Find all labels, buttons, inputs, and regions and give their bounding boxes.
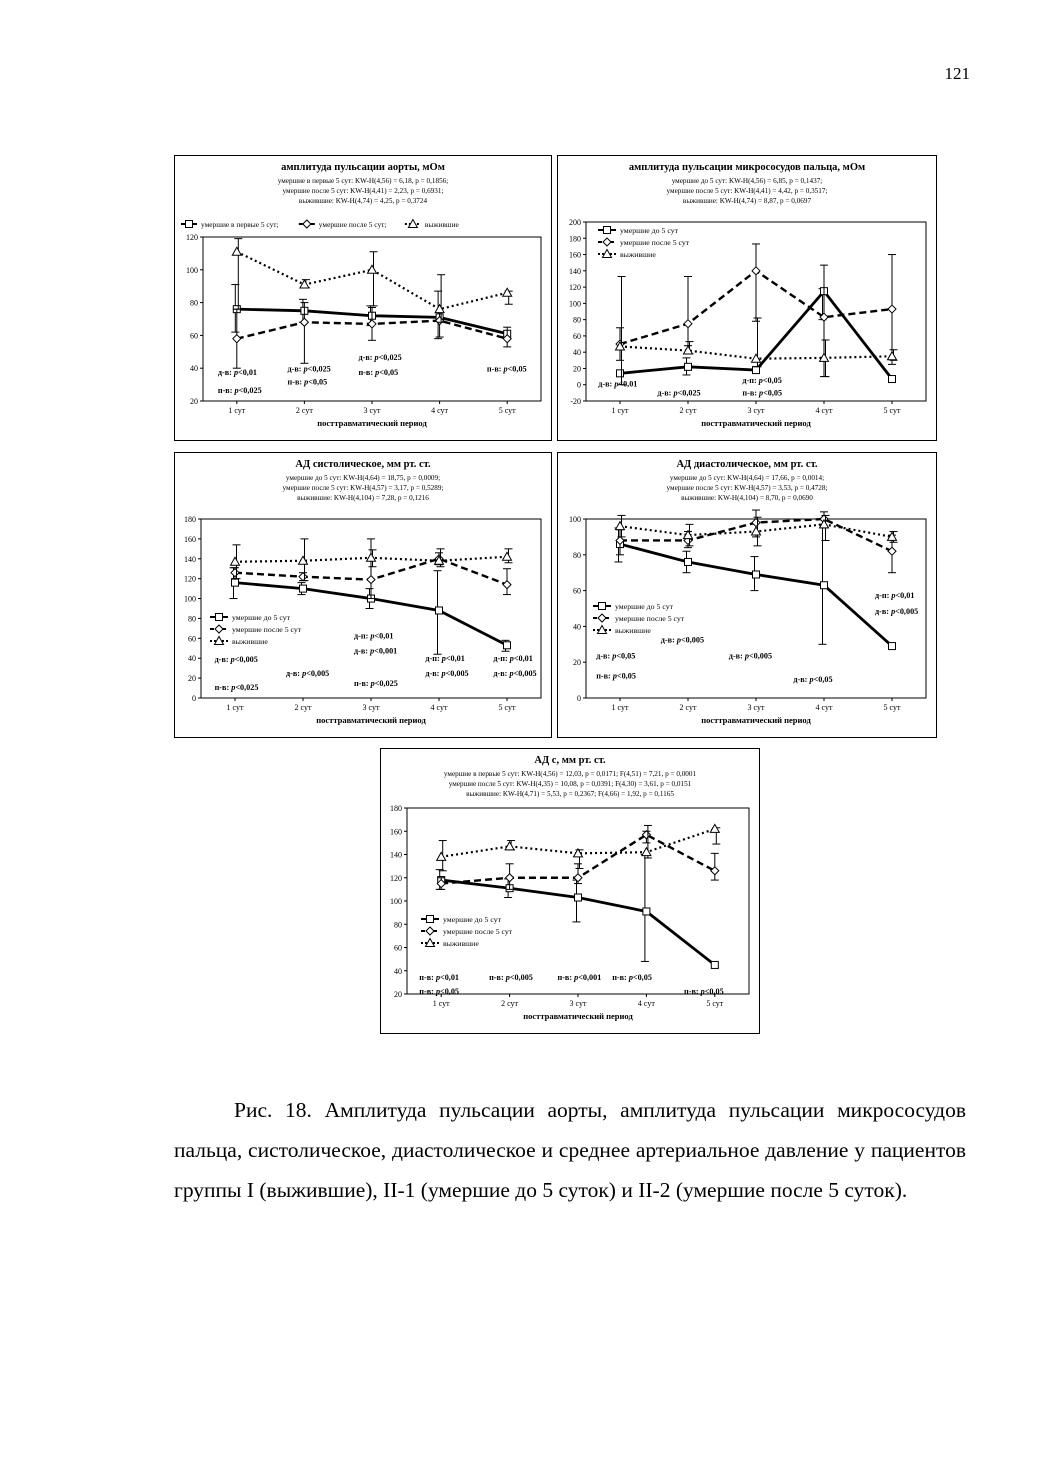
x-axis-label: посттравматический период: [701, 715, 811, 725]
legend-label: умершие до 5 сут: [443, 915, 502, 924]
significance-annotation: п-в: p<0,001: [557, 973, 602, 983]
y-tick-label: 40: [190, 364, 198, 374]
chart-diastolic-pressure: [557, 452, 937, 738]
significance-annotation: п-в: p<0,05: [287, 377, 328, 387]
significance-annotation: п-в: p<0,05: [596, 671, 636, 681]
significance-annotation: д-в: p<0,005: [660, 635, 705, 645]
data-point: [711, 961, 718, 968]
significance-annotation: д-п: p<0,05: [742, 376, 782, 386]
legend-label: выжившие: [232, 637, 268, 646]
series-line: [237, 252, 507, 309]
significance-annotation: д-в: p<0,001: [354, 646, 398, 656]
y-tick-label: 80: [188, 614, 196, 624]
y-tick-label: -20: [570, 397, 581, 406]
data-point: [752, 354, 761, 362]
y-tick-label: 180: [569, 234, 581, 244]
data-point: [889, 376, 896, 383]
legend-marker: [603, 238, 611, 246]
y-tick-label: 160: [184, 534, 196, 544]
data-point: [231, 569, 239, 577]
y-tick-label: 0: [577, 694, 581, 703]
x-tick-label: 2 сут: [679, 703, 697, 712]
significance-annotation: п-в: p<0,025: [217, 385, 262, 395]
y-tick-label: 0: [192, 694, 196, 703]
legend-label: умершие после 5 сут: [443, 927, 513, 936]
x-tick-label: 5 сут: [498, 406, 516, 415]
data-point: [232, 579, 239, 586]
significance-annotation: д-п: p<0,01: [875, 590, 915, 600]
chart-stat-line: умершие до 5 сут: KW-H(4,64) = 17,66, p = 0,0014;: [669, 474, 825, 482]
x-tick-label: 3 сут: [747, 703, 765, 712]
y-tick-label: 180: [390, 804, 402, 813]
y-tick-label: 20: [394, 990, 402, 999]
data-point: [367, 576, 375, 584]
series-diamond: [231, 539, 511, 599]
significance-annotation: д-в: p<0,025: [358, 353, 402, 362]
significance-annotation: п-в: p<0,025: [354, 679, 398, 689]
chart-finger-microvessel-pulse-amplitude: [557, 155, 937, 441]
y-tick-label: 60: [394, 943, 402, 953]
legend-label: умершие после 5 сут: [232, 625, 302, 634]
x-tick-label: 3 сут: [747, 406, 765, 415]
y-tick-label: 100: [184, 594, 196, 604]
chart-stat-line: умершие после 5 сут: KW-H(4,57) = 3,17, p = 0,5289;: [282, 484, 444, 492]
chart-title: амплитуда пульсации аорты, мОм: [281, 162, 445, 173]
y-tick-label: 20: [190, 397, 198, 406]
series-line: [620, 544, 892, 646]
data-point: [300, 318, 308, 326]
chart-stat-line: умершие после 5 сут: KW-H(4,57) = 3,53, p = 0,4728;: [666, 484, 828, 492]
data-point: [821, 582, 828, 589]
data-point: [753, 367, 760, 374]
legend-marker: [215, 625, 223, 633]
y-tick-label: 80: [573, 315, 581, 325]
data-point: [231, 557, 240, 565]
x-tick-label: 4 сут: [815, 406, 833, 415]
data-point: [643, 908, 650, 915]
chart-legend: [593, 602, 685, 635]
significance-annotation: д-в: p<0,025: [657, 388, 701, 398]
legend-label: умершие в первые 5 сут;: [201, 220, 279, 229]
data-point: [752, 527, 761, 535]
significance-annotation: п-в: p<0,05: [684, 987, 724, 996]
legend-label: выжившие: [424, 220, 459, 229]
data-point: [684, 320, 692, 328]
y-tick-label: 20: [188, 674, 196, 684]
chart-stat-line: умершие после 5 сут: KW-H(4,41) = 2,23, p = 0,6931;: [282, 187, 444, 195]
data-point: [710, 824, 719, 832]
y-tick-label: 40: [188, 654, 196, 664]
significance-annotation: п-в: p<0,005: [489, 973, 533, 983]
significance-annotation: д-п: p<0,01: [425, 654, 465, 664]
data-point: [367, 553, 376, 561]
data-point: [888, 547, 896, 555]
significance-annotation: д-в: p<0,005: [493, 669, 537, 679]
legend-label: выжившие: [615, 626, 651, 635]
y-tick-label: 120: [186, 233, 198, 242]
legend-marker: [427, 916, 434, 923]
chart-stat-line: выжившие: KW-H(4,104) = 8,70, p = 0,0690: [681, 494, 813, 502]
data-point: [888, 305, 896, 313]
x-tick-label: 5 сут: [498, 703, 516, 712]
data-point: [504, 642, 511, 649]
data-point: [888, 352, 897, 360]
y-tick-label: 180: [184, 515, 196, 524]
chart-stat-line: умершие в первые 5 сут: KW-H(4,56) = 12,03, p = 0,0171; F(4,51) = 7,21, p = 0,0001: [443, 770, 697, 778]
legend-marker: [426, 927, 434, 935]
chart-stat-line: выжившие: KW-H(4,74) = 4,25, p = 0,3724: [298, 197, 428, 205]
data-point: [368, 320, 376, 328]
significance-annotation: д-п: p<0,01: [493, 654, 533, 664]
chart-stat-line: умершие до 5 сут: KW-H(4,56) = 6,85, p = 0,1437;: [671, 177, 823, 185]
legend-marker: [599, 603, 606, 610]
y-tick-label: 40: [573, 348, 581, 358]
y-tick-label: 40: [573, 622, 581, 632]
significance-annotation: п-в: p<0,01: [419, 973, 460, 983]
y-tick-label: 0: [577, 380, 581, 390]
legend-marker: [303, 220, 311, 228]
x-tick-label: 4 сут: [815, 703, 833, 712]
series-square: [436, 855, 719, 969]
legend-marker: [216, 614, 223, 621]
data-point: [503, 581, 511, 589]
data-point: [503, 288, 512, 296]
y-tick-label: 120: [184, 574, 196, 584]
series-square: [615, 524, 896, 649]
figure-caption: [174, 1090, 966, 1210]
significance-annotation: д-в: p<0,005: [875, 606, 919, 616]
data-point: [300, 585, 307, 592]
legend-marker: [604, 227, 611, 234]
x-tick-label: 2 сут: [501, 999, 519, 1008]
chart-aorta-pulse-amplitude: [174, 155, 552, 441]
significance-annotation: д-п: p<0,01: [354, 631, 394, 641]
data-point: [685, 558, 692, 565]
chart-stat-line: выжившие: KW-H(4,104) = 7,28, p = 0,1216: [297, 494, 429, 502]
y-tick-label: 80: [190, 298, 198, 308]
significance-annotation: п-в: p<0,05: [742, 388, 783, 398]
legend-marker: [598, 614, 606, 622]
chart-legend: [598, 226, 690, 259]
x-tick-label: 4 сут: [637, 999, 655, 1008]
significance-annotation: п-в: p<0,05: [419, 987, 460, 996]
figure-caption-text: Рис. 18. Амплитуда пульсации аорты, амплитуда пульсации микрососудов пальца, систолическое, диастолическое и среднее артериальное давление у пациентов группы I (выжившие), II-1 (умершие до 5 суток) и II-2 (умершие после 5 суток).: [174, 1098, 966, 1202]
significance-annotation: д-в: p<0,025: [287, 364, 331, 374]
data-point: [616, 522, 625, 530]
y-tick-label: 100: [569, 515, 581, 524]
chart-title: АД диастолическое, мм рт. ст.: [676, 459, 818, 470]
data-point: [300, 280, 309, 288]
chart-systolic-pressure: [174, 452, 552, 738]
data-point: [575, 894, 582, 901]
y-tick-label: 80: [573, 550, 581, 560]
legend-label: умершие после 5 сут: [615, 614, 685, 623]
chart-legend: [181, 220, 460, 230]
chart-svg: [558, 156, 936, 440]
data-point: [503, 552, 512, 560]
significance-annotation: д-в: p<0,005: [286, 669, 330, 679]
significance-annotation: п-в: p<0,025: [214, 683, 259, 693]
x-tick-label: 2 сут: [294, 703, 312, 712]
chart-svg: [381, 749, 759, 1033]
x-tick-label: 3 сут: [569, 999, 587, 1008]
x-tick-label: 3 сут: [363, 406, 381, 415]
significance-annotation: д-в: p<0,005: [425, 669, 469, 679]
legend-marker: [186, 221, 193, 228]
y-tick-label: 140: [184, 554, 196, 564]
chart-legend: [421, 915, 513, 948]
data-point: [299, 573, 307, 581]
significance-annotation: д-в: p<0,05: [596, 651, 636, 661]
legend-label: умершие после 5 сут: [620, 238, 690, 247]
chart-svg: [175, 453, 551, 737]
data-point: [232, 247, 241, 255]
x-tick-label: 4 сут: [430, 703, 448, 712]
legend-label: выжившие: [620, 250, 656, 259]
significance-annotation: д-в: p<0,01: [598, 379, 638, 389]
y-tick-label: 80: [394, 920, 402, 930]
series-diamond: [437, 831, 719, 890]
y-tick-label: 100: [569, 299, 581, 309]
y-tick-label: 60: [573, 586, 581, 596]
chart-svg: [175, 156, 551, 440]
y-tick-label: 60: [573, 331, 581, 341]
data-point: [437, 852, 446, 860]
chart-svg: [558, 453, 936, 737]
chart-legend: [210, 613, 302, 646]
chart-stat-line: выжившие: KW-H(4,74) = 8,87, p = 0,0697: [682, 197, 812, 205]
y-tick-label: 160: [390, 827, 402, 837]
significance-annotation: п-в: p<0,05: [358, 367, 399, 377]
y-tick-label: 140: [569, 266, 581, 276]
x-tick-label: 1 сут: [611, 406, 629, 415]
chart-title: АД систолическое, мм рт. ст.: [295, 459, 431, 470]
x-axis-label: посттравматический период: [317, 418, 427, 428]
data-point: [889, 643, 896, 650]
significance-annotation: д-в: p<0,005: [728, 651, 773, 661]
y-tick-label: 40: [394, 966, 402, 976]
data-point: [506, 874, 514, 882]
x-tick-label: 1 сут: [228, 406, 246, 415]
x-tick-label: 1 сут: [432, 999, 450, 1008]
data-point: [752, 519, 760, 527]
x-axis-label: посттравматический период: [523, 1011, 633, 1021]
chart-stat-line: умершие в первые 5 сут: KW-H(4,56) = 6,18, p = 0,1856;: [277, 177, 449, 185]
x-tick-label: 5 сут: [883, 406, 901, 415]
data-point: [436, 607, 443, 614]
chart-stat-line: умершие до 5 сут: KW-H(4,64) = 18,75, p = 0,0009;: [285, 474, 441, 482]
data-point: [368, 265, 377, 273]
significance-annotation: д-в: p<0,05: [793, 674, 833, 684]
y-tick-label: 100: [186, 265, 198, 275]
data-point: [642, 848, 651, 856]
y-tick-label: 20: [573, 658, 581, 668]
chart-stat-line: выжившие: KW-H(4,71) = 5,53, p = 0,2367; F(4,66) = 1,92, p = 0,1165: [466, 790, 674, 798]
x-tick-label: 2 сут: [295, 406, 313, 415]
legend-label: умершие до 5 сут: [620, 226, 679, 235]
legend-label: умершие до 5 сут: [615, 602, 674, 611]
significance-annotation: д-в: p<0,005: [214, 655, 258, 665]
y-tick-label: 60: [188, 634, 196, 644]
x-tick-label: 1 сут: [226, 703, 244, 712]
chart-title: АД с, мм рт. ст.: [534, 755, 606, 766]
legend-label: выжившие: [443, 939, 479, 948]
x-tick-label: 3 сут: [362, 703, 380, 712]
x-tick-label: 2 сут: [679, 406, 697, 415]
data-point: [233, 335, 241, 343]
chart-title: амплитуда пульсации микрососудов пальца, мОм: [628, 162, 866, 173]
y-tick-label: 120: [390, 873, 402, 883]
y-tick-label: 200: [569, 218, 581, 227]
chart-stat-line: умершие после 5 сут: KW-H(4,41) = 4,42, p = 0,3517;: [666, 187, 828, 195]
significance-annotation: п-в: p<0,05: [486, 364, 527, 374]
x-tick-label: 4 сут: [431, 406, 449, 415]
significance-annotation: д-в: p<0,01: [217, 367, 258, 377]
y-tick-label: 60: [190, 331, 198, 341]
legend-label: умершие до 5 сут: [232, 613, 291, 622]
y-tick-label: 100: [390, 897, 402, 906]
data-point: [753, 571, 760, 578]
y-tick-label: 120: [569, 283, 581, 293]
page-number: 121: [944, 64, 970, 83]
y-tick-label: 20: [573, 364, 581, 374]
legend-label: умершие после 5 сут;: [318, 220, 387, 229]
data-point: [752, 267, 760, 275]
chart-mean-pressure: [380, 748, 760, 1034]
y-tick-label: 140: [390, 850, 402, 860]
chart-stat-line: умершие после 5 сут: KW-H(4,35) = 10,08, p = 0,0391; F(4,30) = 3,61, p = 0,0151: [448, 780, 692, 788]
significance-annotation: п-в: p<0,05: [612, 973, 652, 983]
x-tick-label: 1 сут: [611, 703, 629, 712]
y-tick-label: 160: [569, 250, 581, 260]
x-tick-label: 5 сут: [883, 703, 901, 712]
data-point: [617, 370, 624, 377]
x-tick-label: 5 сут: [706, 999, 724, 1008]
data-point: [685, 363, 692, 370]
x-axis-label: посттравматический период: [316, 715, 426, 725]
x-axis-label: посттравматический период: [701, 418, 811, 428]
